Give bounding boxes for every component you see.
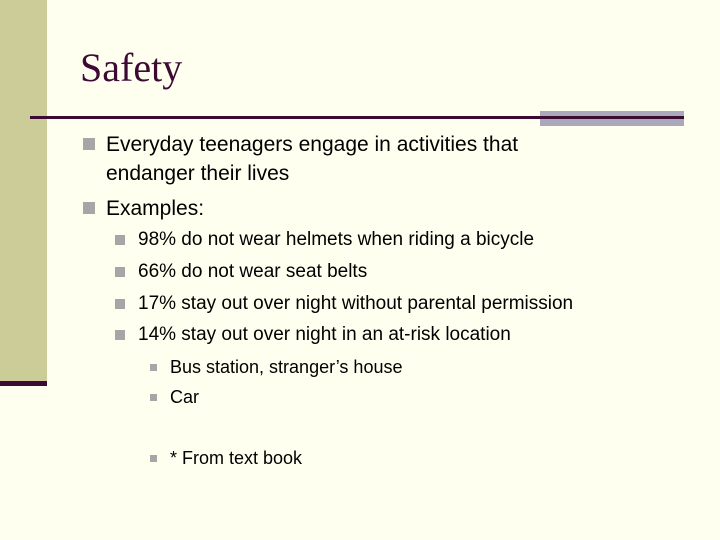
sub-bullet-text: 14% stay out over night in an at-risk location (138, 324, 511, 345)
sub-sub-bullet-square-icon (150, 394, 157, 401)
bullet-text: Everyday teenagers engage in activities that (106, 133, 519, 156)
sub-sub-bullet-square-icon (150, 455, 157, 462)
sub-sub-bullet-text: * From text book (170, 448, 303, 468)
sub-bullet-square-icon (115, 330, 125, 340)
bullet-text: Examples: (106, 197, 205, 220)
bullet-square-icon (83, 202, 95, 214)
sub-bullet-square-icon (115, 299, 125, 309)
sub-bullet-square-icon (115, 235, 125, 245)
bullet-text-continuation: endanger their lives (106, 162, 290, 185)
slide-title: Safety (80, 45, 183, 90)
left-decorative-band (0, 0, 47, 381)
sub-bullet-text: 66% do not wear seat belts (138, 261, 368, 282)
bullet-square-icon (83, 138, 95, 150)
sub-sub-bullet-text: Car (170, 387, 200, 407)
sub-bullet-text: 17% stay out over night without parental permission (138, 293, 574, 314)
sub-sub-bullet-text: Bus station, stranger’s house (170, 357, 403, 377)
sub-sub-bullet-square-icon (150, 364, 157, 371)
left-band-rule (0, 381, 47, 386)
sub-bullet-text: 98% do not wear helmets when riding a bicycle (138, 229, 535, 250)
title-rule-accent-line (540, 116, 684, 119)
sub-bullet-square-icon (115, 267, 125, 277)
